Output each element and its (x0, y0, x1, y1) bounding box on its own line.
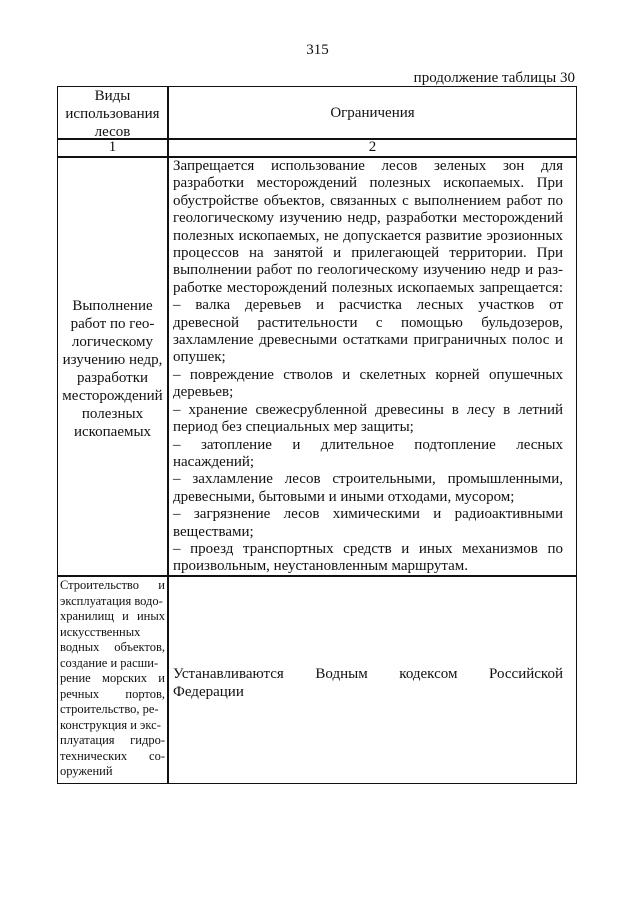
cell-line: рение морских и (60, 671, 165, 685)
cell-line: конструкция и экс- (60, 717, 161, 732)
cell-line: работ по гео- (70, 316, 155, 332)
cell-line: древесной растительности с помощью бульдозеров, (173, 314, 563, 331)
cell-line: технических со- (60, 748, 165, 763)
column-number-1: 1 (108, 139, 117, 155)
header-cell-restrictions: Ограничения (330, 105, 415, 121)
cell-line: работке месторождений полезных ископаемых запрещается: (173, 279, 563, 296)
cell-line: опушек; (173, 349, 226, 366)
cell-line: разработки месторождений полезных ископаемых. При (173, 175, 563, 192)
cell-line: – повреждение стволов и скелетных корней опушечных (173, 366, 563, 383)
cell-line: геологическому изучению недр, разработки месторождений (173, 210, 563, 227)
cell-line: – затопление и длительное подтопление лесных (173, 436, 563, 453)
cell-line: полезных (81, 406, 144, 422)
cell-line: оружений (60, 764, 113, 778)
cell-line: водных объектов, (60, 640, 165, 654)
cell-line: разработки (76, 370, 149, 386)
cell-line: месторождений (62, 388, 163, 404)
cell-line: Федерации (173, 684, 244, 700)
header-line: Виды (94, 88, 131, 104)
cell-line: Устанавливаются Водным кодексом Российской (173, 666, 563, 682)
cell-line: искусственных (60, 624, 141, 639)
cell-line: создание и расши- (60, 655, 159, 670)
cell-line: насаждений; (173, 453, 255, 470)
row-water-bodies-restrictions-cell (173, 665, 563, 701)
cell-line: ископаемых (73, 424, 152, 440)
cell-line: Запрещается использование лесов зеленых зон для (173, 158, 563, 174)
page-number: 315 (306, 42, 329, 58)
cell-line: выполнении работ по геологическому изучению недр и раз- (173, 262, 563, 279)
cell-line: произвольным, неустановленным маршрутам. (173, 558, 469, 575)
cell-line: – проезд транспортных средств и иных механизмов по (173, 540, 563, 557)
cell-line: – загрязнение лесов химическими и радиоактивными (173, 506, 563, 523)
cell-line: изучению недр, (62, 352, 163, 368)
cell-line: логическому (71, 334, 154, 350)
cell-line: эксплуатация водо- (60, 593, 163, 608)
cell-line: – валка деревьев и расчистка лесных участков от (173, 297, 563, 314)
cell-line: плуатация гидро- (60, 733, 165, 747)
table-column-divider (167, 86, 169, 784)
cell-line: древесными, бытовыми и иными отходами, мусором; (173, 488, 515, 505)
cell-line: – хранение свежесрубленной древесины в лесу в летний (173, 401, 563, 418)
cell-line: веществами; (173, 523, 254, 540)
row-water-bodies-use-cell (60, 578, 165, 780)
cell-line: – захламление лесов строительными, промышленными, (173, 471, 563, 488)
header-cell-types-of-use (58, 87, 167, 141)
cell-line: период без специальных мер защиты; (173, 419, 414, 436)
cell-line: Выполнение (72, 298, 153, 314)
cell-line: обустройстве объектов, связанных с выполнением работ по (173, 192, 563, 209)
table-continuation-note: продолжение таблицы 30 (413, 70, 575, 86)
cell-line: хранилищ и иных (60, 609, 165, 623)
cell-line: захламление древесными остатками приграничных полос и (173, 332, 563, 349)
header-line: использования (65, 106, 160, 122)
row-geological-use-cell (58, 297, 167, 441)
cell-line: процессов на занятой и прилегающей территории. При (173, 245, 563, 262)
cell-line: строительство, ре- (60, 702, 159, 716)
cell-line: Строительство и (60, 578, 165, 592)
cell-line: полезных ископаемых, не допускается развитие эрозионных (173, 227, 563, 244)
cell-line: речных портов, (60, 686, 165, 701)
cell-line: деревьев; (173, 384, 234, 401)
header-line: лесов (94, 124, 131, 140)
row-geological-restrictions-cell (173, 158, 563, 576)
column-number-2: 2 (368, 139, 377, 155)
